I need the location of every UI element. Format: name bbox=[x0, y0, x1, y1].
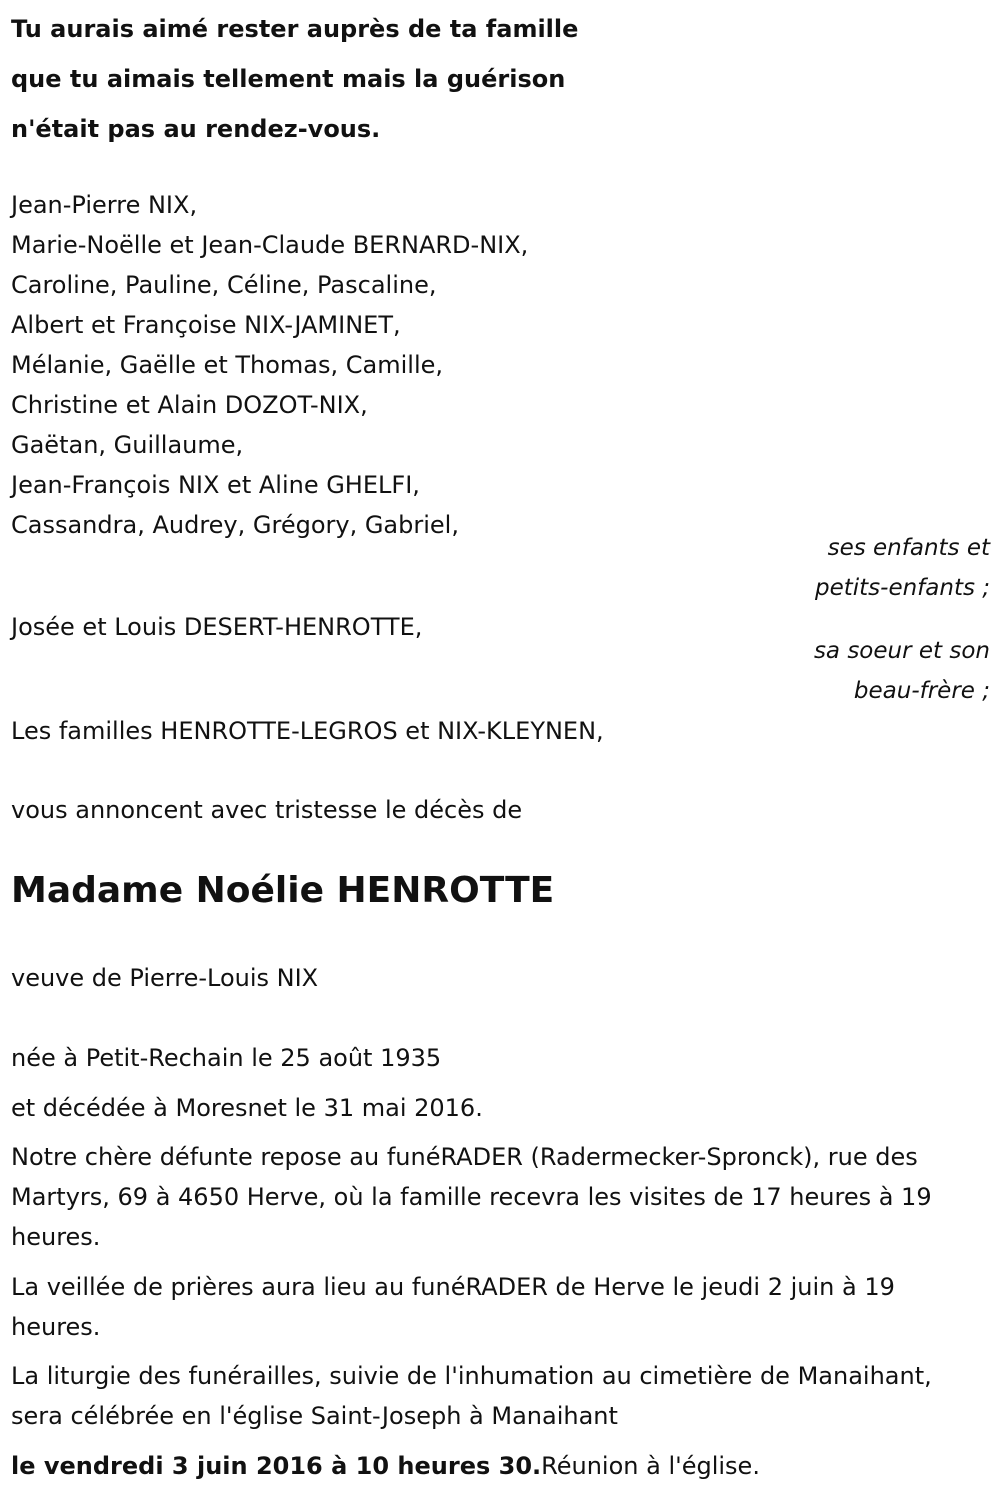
vigil-paragraph: La veillée de prières aura lieu au funéRADER de Herve le jeudi 2 juin à 19 heures. bbox=[11, 1273, 895, 1341]
epigraph-line: que tu aimais tellement mais la guérison bbox=[11, 65, 566, 93]
relation-sister bbox=[814, 631, 990, 711]
meeting-note: Réunion à l'église. bbox=[541, 1452, 760, 1480]
relation-line: sa soeur et son bbox=[813, 638, 990, 664]
relation-line: petits-enfants ; bbox=[814, 575, 990, 601]
family-member: Marie-Noëlle et Jean-Claude BERNARD-NIX, bbox=[11, 231, 529, 259]
funeral-date: le vendredi 3 juin 2016 à 10 heures 30. bbox=[11, 1452, 542, 1480]
deceased-name: Madame Noélie HENROTTE bbox=[11, 870, 555, 911]
family-member: Jean-François NIX et Aline GHELFI, bbox=[11, 471, 420, 499]
relation-children bbox=[815, 528, 990, 608]
family-list bbox=[11, 185, 528, 545]
relation-line: ses enfants et bbox=[827, 535, 990, 561]
sibling-line: Josée et Louis DESERT-HENROTTE, bbox=[11, 613, 423, 641]
epigraph bbox=[11, 4, 578, 154]
relation-line: beau-frère ; bbox=[853, 678, 990, 704]
epigraph-line: n'était pas au rendez-vous. bbox=[11, 115, 381, 143]
family-member: Mélanie, Gaëlle et Thomas, Camille, bbox=[11, 351, 443, 379]
family-member: Albert et Françoise NIX-JAMINET, bbox=[11, 311, 401, 339]
families-line: Les familles HENROTTE-LEGROS et NIX-KLEYNEN, bbox=[11, 717, 604, 745]
liturgy-paragraph: La liturgie des funérailles, suivie de l'inhumation au cimetière de Manaihant, sera célébrée en l'église Saint-Joseph à Manaihant bbox=[11, 1362, 932, 1430]
rest-paragraph: Notre chère défunte repose au funéRADER (Radermecker-Spronck), rue des Martyrs, 69 à 4650 Herve, où la famille recevra les visites de 17 heures à 19 heures. bbox=[11, 1143, 932, 1251]
final-line bbox=[11, 1446, 760, 1486]
family-member: Gaëtan, Guillaume, bbox=[11, 431, 244, 459]
birth-line: née à Petit-Rechain le 25 août 1935 bbox=[11, 1044, 442, 1072]
family-member: Cassandra, Audrey, Grégory, Gabriel, bbox=[11, 511, 459, 539]
death-line: et décédée à Moresnet le 31 mai 2016. bbox=[11, 1094, 483, 1122]
epigraph-line: Tu aurais aimé rester auprès de ta famille bbox=[11, 15, 579, 43]
family-member: Jean-Pierre NIX, bbox=[11, 191, 198, 219]
announce-line: vous annoncent avec tristesse le décès de bbox=[11, 796, 523, 824]
family-member: Christine et Alain DOZOT-NIX, bbox=[11, 391, 368, 419]
family-member: Caroline, Pauline, Céline, Pascaline, bbox=[11, 271, 437, 299]
widow-line: veuve de Pierre-Louis NIX bbox=[11, 964, 319, 992]
